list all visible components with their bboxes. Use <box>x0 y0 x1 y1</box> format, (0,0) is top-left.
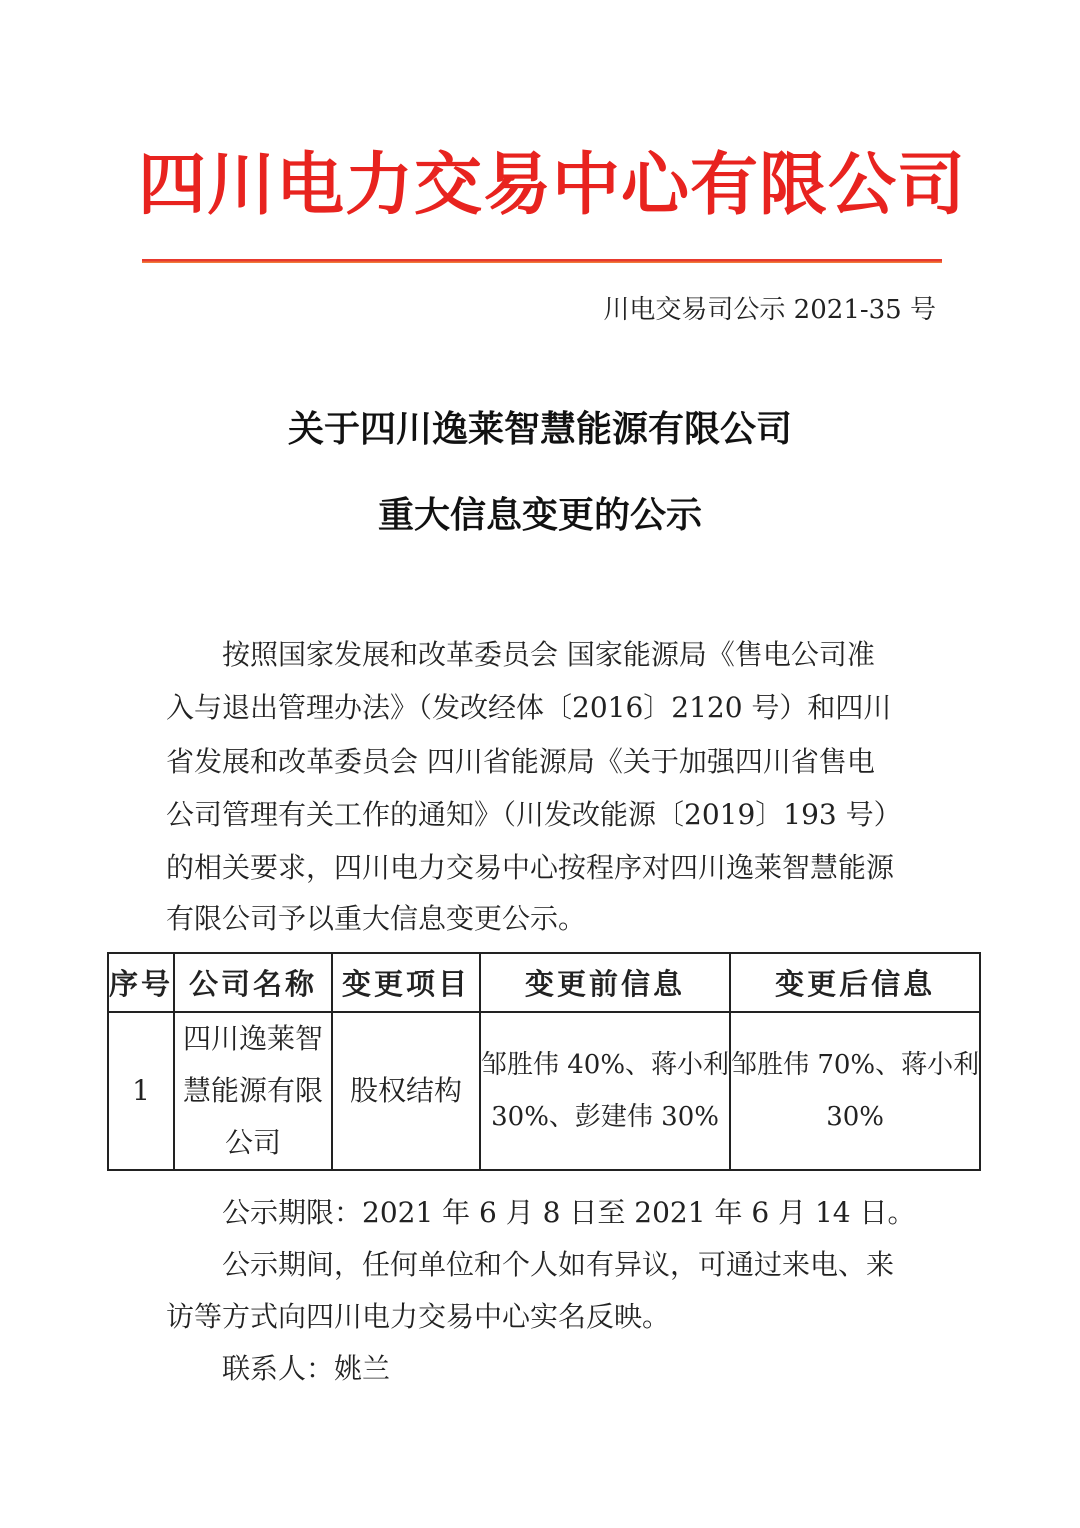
column-header-after: 变更后信息 <box>730 953 980 1012</box>
paragraph-line: 有限公司予以重大信息变更公示。 <box>166 902 587 935</box>
column-header-item: 变更项目 <box>332 953 480 1012</box>
column-header-index: 序号 <box>108 953 174 1012</box>
paragraph-line: 省发展和改革委员会 四川省能源局《关于加强四川省售电 <box>166 745 875 778</box>
cell-after <box>730 1012 980 1170</box>
document-number: 川电交易司公示 2021-35 号 <box>603 295 936 325</box>
cell-index: 1 <box>108 1012 174 1170</box>
notice-title-line1: 关于四川逸莱智慧能源有限公司 <box>287 408 792 450</box>
paragraph-line: 按照国家发展和改革委员会 国家能源局《售电公司准 <box>222 638 875 671</box>
company-name-line: 公司 <box>224 1126 281 1159</box>
cell-item: 股权结构 <box>332 1012 480 1170</box>
notice-period: 公示期限：2021 年 6 月 8 日至 2021 年 6 月 14 日。 <box>222 1196 916 1229</box>
before-info-line: 30%、彭建伟 30% <box>491 1102 719 1132</box>
after-info-line: 邹胜伟 70%、蒋小利 <box>731 1050 980 1080</box>
column-header-before: 变更前信息 <box>480 953 730 1012</box>
paragraph-line: 入与退出管理办法》（发改经体〔2016〕2120 号）和四川 <box>166 691 892 724</box>
change-info-table <box>107 952 981 1171</box>
company-name-line: 四川逸莱智 <box>182 1022 323 1055</box>
company-name-line: 慧能源有限 <box>182 1074 323 1107</box>
cell-company <box>174 1012 332 1170</box>
cell-before <box>480 1012 730 1170</box>
org-name-header: 四川电力交易中心有限公司 <box>138 145 967 225</box>
paragraph-line: 公司管理有关工作的通知》（川发改能源〔2019〕193 号） <box>166 798 902 831</box>
objection-line: 访等方式向四川电力交易中心实名反映。 <box>166 1300 671 1333</box>
before-info-line: 邹胜伟 40%、蒋小利 <box>481 1050 730 1080</box>
notice-title-line2: 重大信息变更的公示 <box>377 494 702 536</box>
contact-person: 联系人：姚兰 <box>222 1352 391 1385</box>
table-header-row <box>108 953 980 1012</box>
table-row <box>108 1012 980 1170</box>
objection-line: 公示期间，任何单位和个人如有异议，可通过来电、来 <box>222 1248 895 1281</box>
after-info-line: 30% <box>826 1102 884 1132</box>
header-divider <box>142 259 942 263</box>
paragraph-line: 的相关要求，四川电力交易中心按程序对四川逸莱智慧能源 <box>166 851 895 884</box>
column-header-company: 公司名称 <box>174 953 332 1012</box>
